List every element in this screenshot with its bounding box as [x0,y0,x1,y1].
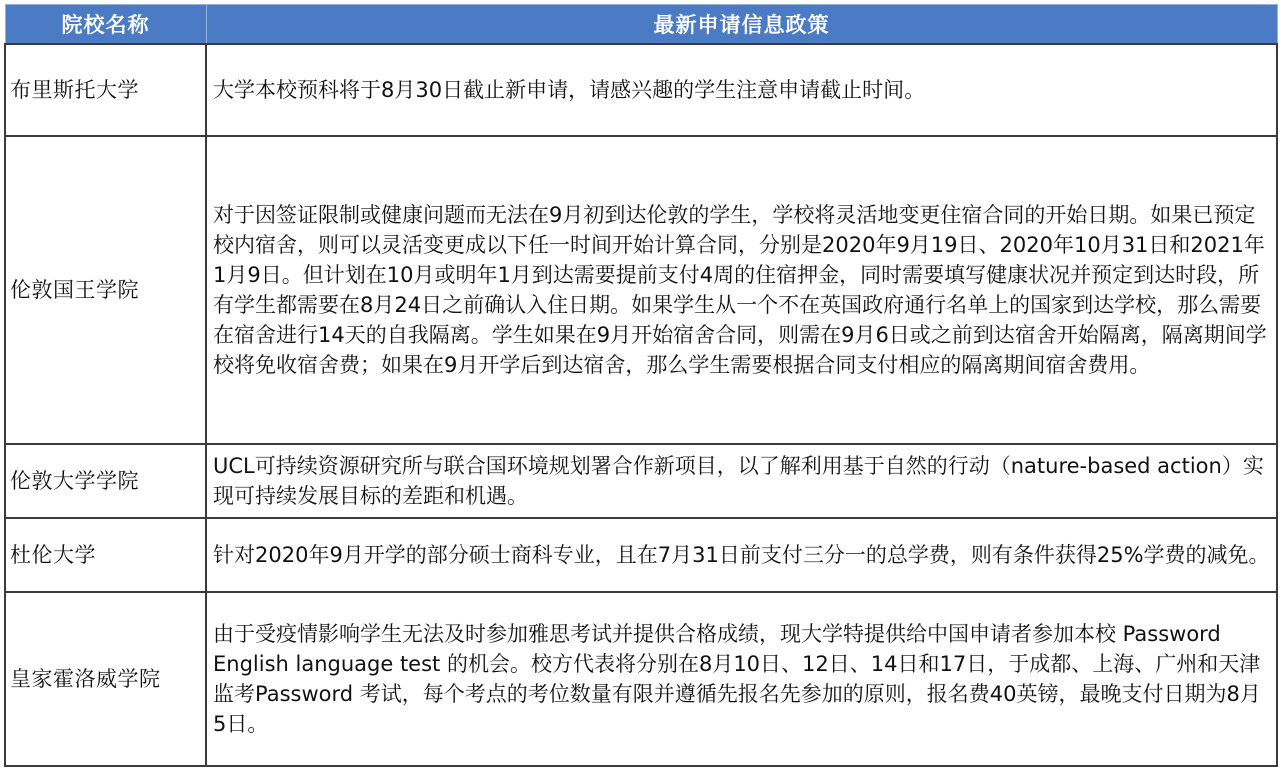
header-policy: 最新申请信息政策 [206,5,1277,45]
table-row [5,518,1277,592]
table-row [5,136,1277,444]
policy-text: 针对2020年9月开学的部分硕士商科专业，且在7月31日前支付三分一的总学费，则有条件获得25%学费的减免。 [206,518,1277,592]
policy-text: 由于受疫情影响学生无法及时参加雅思考试并提供合格成绩，现大学特提供给中国申请者参加本校 Password English language test 的机会。校方代表将分别在8月10日、12日、14日和17日，于成都、上海、广州和天津监考Password 考试，每个考点的考位数量有限并遵循先报名先参加的原则，报名费40英镑，最晚支付日期为8月5日。 [206,592,1277,766]
school-name: 杜伦大学 [5,518,206,592]
school-name: 皇家霍洛威学院 [5,592,206,766]
school-name: 布里斯托大学 [5,44,206,136]
table-row [5,592,1277,766]
policy-text: 对于因签证限制或健康问题而无法在9月初到达伦敦的学生，学校将灵活地变更住宿合同的开始日期。如果已预定校内宿舍，则可以灵活变更成以下任一时间开始计算合同，分别是2020年9月19日、2020年10月31日和2021年1月9日。但计划在10月或明年1月到达需要提前支付4周的住宿押金，同时需要填写健康状况并预定到达时段，所有学生都需要在8月24日之前确认入住日期。如果学生从一个不在英国政府通行名单上的国家到达学校，那么需要在宿舍进行14天的自我隔离。学生如果在9月开始宿舍合同，则需在9月6日或之前到达宿舍开始隔离，隔离期间学校将免收宿舍费；如果在9月开学后到达宿舍，那么学生需要根据合同支付相应的隔离期间宿舍费用。 [206,136,1277,444]
school-name: 伦敦国王学院 [5,136,206,444]
table-row [5,44,1277,136]
header-school-name: 院校名称 [5,5,206,45]
school-name: 伦敦大学学院 [5,444,206,518]
policy-table [4,4,1278,767]
header-row [5,5,1277,45]
policy-text: UCL可持续资源研究所与联合国环境规划署合作新项目，以了解利用基于自然的行动（nature-based action）实现可持续发展目标的差距和机遇。 [206,444,1277,518]
table-row [5,444,1277,518]
policy-text: 大学本校预科将于8月30日截止新申请，请感兴趣的学生注意申请截止时间。 [206,44,1277,136]
